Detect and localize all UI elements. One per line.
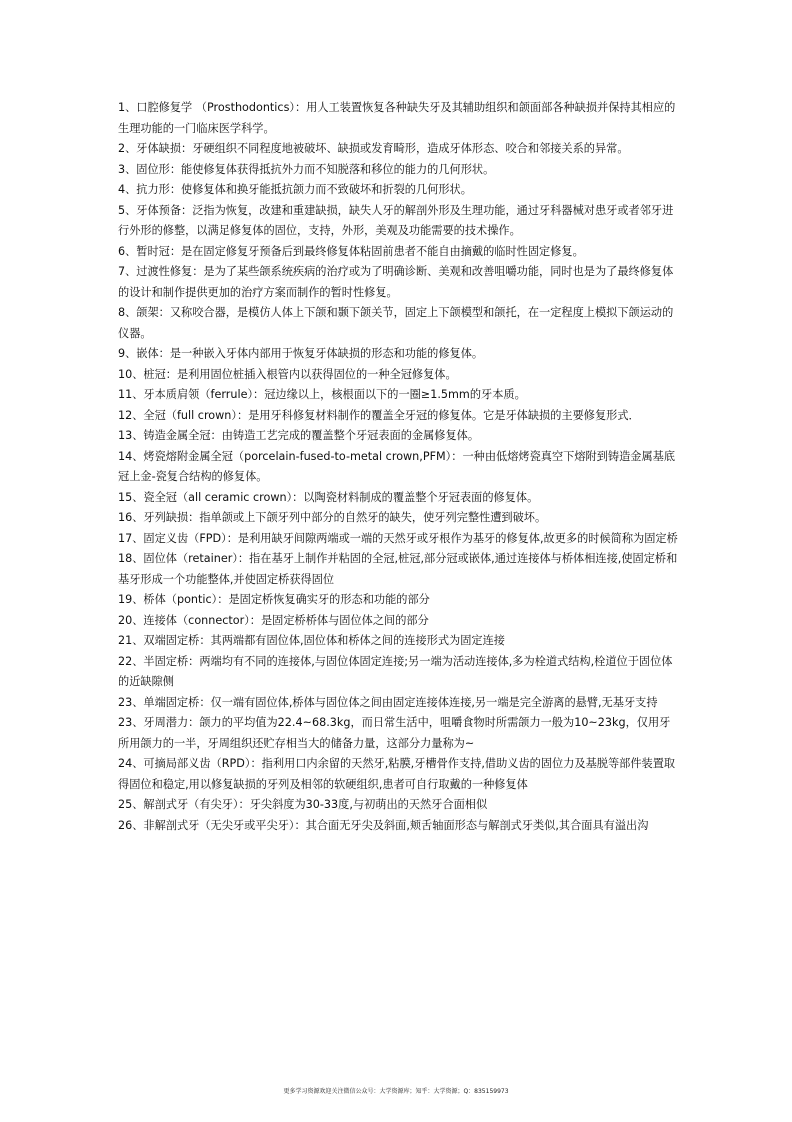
glossary-entry: 20、连接体（connector）：是固定桥桥体与固位体之间的部分 bbox=[118, 613, 429, 627]
glossary-entry: 21、双端固定桥：其两端都有固位体,固位体和桥体之间的连接形式为固定连接 bbox=[118, 634, 505, 647]
page-footer: 更多学习资源欢迎关注微信公众号：大学资源库；知乎：大学资源；Q：835159973 bbox=[283, 1088, 509, 1095]
glossary-entry: 7、过渡性修复：是为了某些颌系统疾病的治疗或为了明确诊断、美观和改善咀嚼功能，同时也是为了最终修复体的设计和制作提供更加的治疗方案而制作的暂时性修复。 bbox=[118, 265, 674, 299]
glossary-entry: 25、解剖式牙（有尖牙）：牙尖斜度为30-33度,与初萌出的天然牙合面相似 bbox=[118, 798, 488, 811]
glossary-entry: 13、铸造金属全冠：由铸造工艺完成的覆盖整个牙冠表面的金属修复体。 bbox=[118, 429, 480, 442]
glossary-entry: 26、非解剖式牙（无尖牙或平尖牙）：其合面无牙尖及斜面,颊舌轴面形态与解剖式牙类似,其合面具有溢出沟 bbox=[118, 818, 649, 832]
glossary-entry: 3、固位形：能使修复体获得抵抗外力而不知脱落和移位的能力的几何形状。 bbox=[118, 162, 495, 176]
glossary-entry: 23、牙周潜力：颌力的平均值为22.4~68.3kg，而日常生活中，咀嚼食物时所需颌力一般为10~23kg，仅用牙所用颌力的一半，牙周组织还贮存相当大的储备力量，这部分力量称为~ bbox=[118, 716, 671, 750]
glossary-entry: 1、口腔修复学 （Prosthodontics）：用人工装置恢复各种缺失牙及其辅助组织和颌面部各种缺损并保持其相应的生理功能的一门临床医学科学。 bbox=[118, 101, 676, 135]
glossary-entry: 22、半固定桥：两端均有不同的连接体,与固位体固定连接;另一端为活动连接体,多为栓道式结构,栓道位于固位体的近缺隙侧 bbox=[118, 654, 673, 688]
glossary-entry: 15、瓷全冠（all ceramic crown）：以陶瓷材料制成的覆盖整个牙冠表面的修复体。 bbox=[118, 490, 539, 504]
glossary-entry: 12、全冠（full crown）：是用牙科修复材料制作的覆盖全牙冠的修复体。它是牙体缺损的主要修复形式． bbox=[118, 408, 640, 422]
glossary-entry: 2、牙体缺损：牙硬组织不同程度地被破坏、缺损或发育畸形，造成牙体形态、咬合和邻接关系的异常。 bbox=[118, 142, 629, 155]
glossary-entry: 19、桥体（pontic）：是固定桥恢复确实牙的形态和功能的部分 bbox=[118, 593, 430, 606]
glossary-entry: 16、牙列缺损：指单颌或上下颌牙列中部分的自然牙的缺失，使牙列完整性遭到破坏。 bbox=[118, 511, 547, 524]
glossary-entry: 14、烤瓷熔附金属全冠（porcelain-fused-to-metal crown,PFM）：一种由低熔烤瓷真空下熔附到铸造金属基底冠上金-瓷复合结构的修复体。 bbox=[118, 449, 676, 483]
glossary-entry: 18、固位体（retainer）：指在基牙上制作并粘固的全冠,桩冠,部分冠或嵌体,通过连接体与桥体相连接,使固定桥和基牙形成一个功能整体,并使固定桥获得固位 bbox=[118, 552, 678, 586]
glossary-entry: 17、固定义齿（FPD）：是利用缺牙间隙两端或一端的天然牙或牙根作为基牙的修复体,故更多的时候简称为固定桥 bbox=[118, 531, 678, 545]
glossary-entry: 8、颌架：又称咬合器，是模仿人体上下颌和颞下颌关节，固定上下颌模型和颌托，在一定程度上模拟下颌运动的仪器。 bbox=[118, 306, 674, 340]
glossary-entry: 23、单端固定桥：仅一端有固位体,桥体与固位体之间由固定连接体连接,另一端是完全游离的悬臂,无基牙支持 bbox=[118, 695, 658, 709]
glossary-entry: 4、抗力形：使修复体和换牙能抵抗颌力而不致破坏和折裂的几何形状。 bbox=[118, 183, 472, 196]
glossary-entry: 9、嵌体：是一种嵌入牙体内部用于恢复牙体缺损的形态和功能的修复体。 bbox=[118, 347, 484, 360]
glossary-entry: 5、牙体预备：泛指为恢复，改建和重建缺损，缺失人牙的解剖外形及生理功能，通过牙科器械对患牙或者邻牙进行外形的修整，以满足修复体的固位，支持，外形，美观及功能需要的技术操作。 bbox=[118, 203, 674, 237]
glossary-entry: 11、牙本质肩领（ferrule）：冠边缘以上，核根面以下的一圈≥1.5mm的牙本质。 bbox=[118, 388, 526, 401]
glossary-entry: 10、桩冠：是利用固位桩插入根管内以获得固位的一种全冠修复体。 bbox=[118, 367, 457, 381]
glossary-list bbox=[118, 98, 678, 836]
glossary-entry: 6、暂时冠：是在固定修复牙预备后到最终修复体粘固前患者不能自由摘戴的临时性固定修复。 bbox=[118, 244, 584, 258]
glossary-entry: 24、可摘局部义齿（RPD）：指利用口内余留的天然牙,粘膜,牙槽骨作支持,借助义齿的固位力及基脱等部件装置取得固位和稳定,用以修复缺损的牙列及相邻的软硬组织,患者可自行取戴的一种修复体 bbox=[118, 757, 676, 791]
